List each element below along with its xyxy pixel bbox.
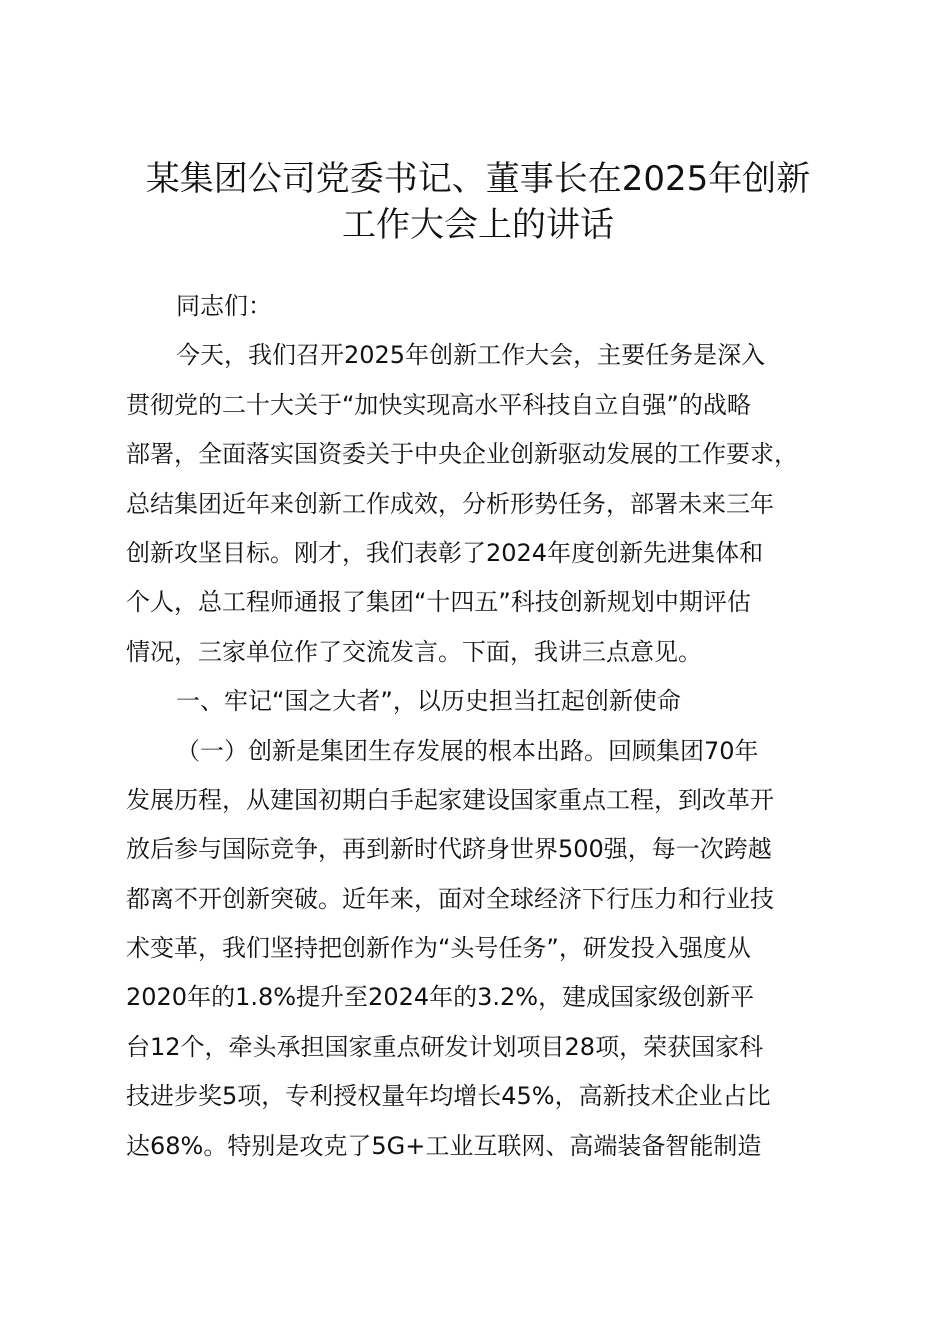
text-line: 2020年的1.8%提升至2024年的3.2%，建成国家级创新平	[126, 983, 755, 1012]
text-line: 达68%。特别是攻克了5G+工业互联网、高端装备智能制造	[126, 1131, 762, 1160]
text-line: 创新攻坚目标。刚才，我们表彰了2024年度创新先进集体和	[126, 538, 764, 567]
text-line: 部署，全面落实国资委关于中央企业创新驱动发展的工作要求，	[126, 440, 798, 469]
document-title	[118, 156, 838, 248]
text-line: （一）创新是集团生存发展的根本出路。回顾集团70年	[176, 736, 759, 765]
text-line: 贯彻党的二十大关于“加快实现高水平科技自立自强”的战略	[126, 390, 751, 419]
text-line: 总结集团近年来创新工作成效，分析形势任务，部署未来三年	[126, 489, 774, 518]
text-line: 今天，我们召开2025年创新工作大会，主要任务是深入	[176, 341, 766, 370]
text-line: 术变革，我们坚持把创新作为“头号任务”，研发投入强度从	[126, 934, 751, 963]
text-line: 个人，总工程师通报了集团“十四五”科技创新规划中期评估	[126, 588, 751, 617]
document-body	[126, 282, 856, 1171]
text-line: 台12个，牵头承担国家重点研发计划项目28项，荣获国家科	[126, 1032, 764, 1061]
title-line-1: 某集团公司党委书记、董事长在2025年创新	[145, 159, 811, 199]
title-line-2: 工作大会上的讲话	[342, 205, 614, 245]
text-line: 放后参与国际竞争，再到新时代跻身世界500强，每一次跨越	[126, 835, 772, 864]
text-line: 情况，三家单位作了交流发言。下面，我讲三点意见。	[126, 637, 702, 666]
text-line: 同志们：	[176, 292, 272, 320]
text-line: 技进步奖5项，专利授权量年均增长45%，高新技术企业占比	[126, 1082, 771, 1111]
text-line: 发展历程，从建国初期白手起家建设国家重点工程，到改革开	[126, 785, 774, 814]
text-line: 一、牢记“国之大者”，以历史担当扛起创新使命	[176, 687, 681, 716]
text-line: 都离不开创新突破。近年来，面对全球经济下行压力和行业技	[126, 884, 774, 913]
